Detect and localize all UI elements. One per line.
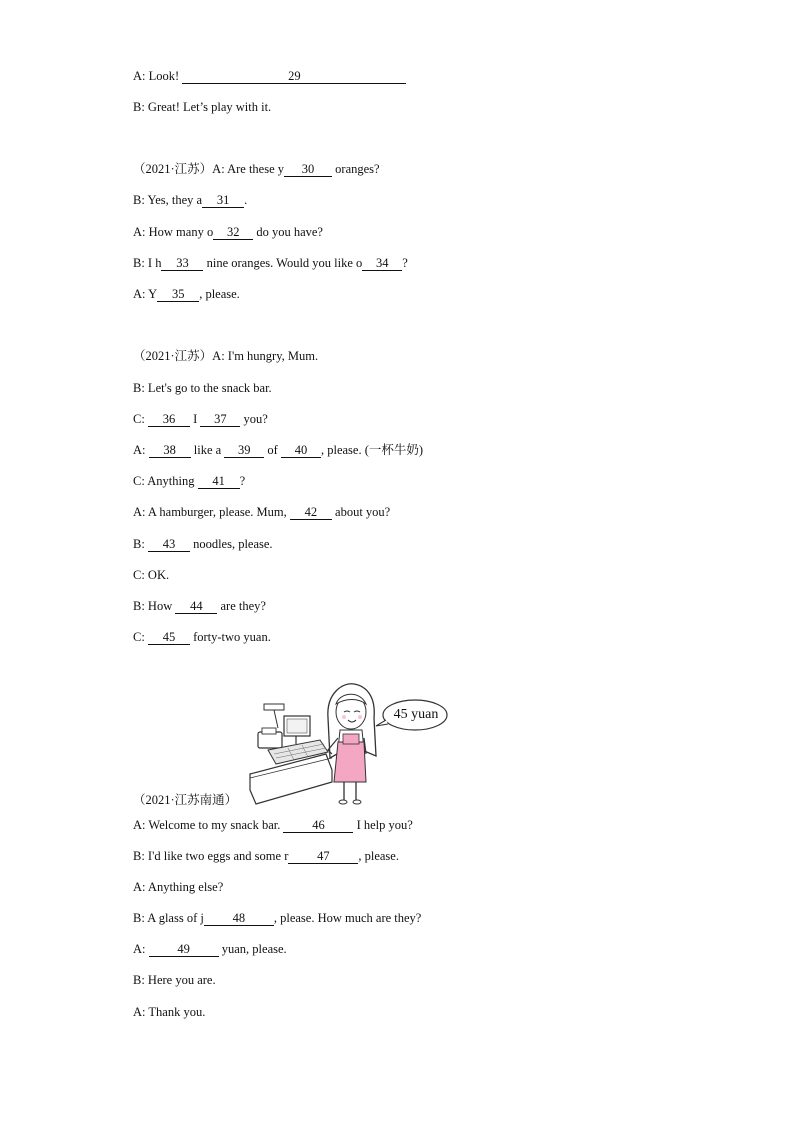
answer-blank[interactable]: [148, 630, 190, 645]
blank-number: 41: [212, 474, 225, 488]
line-text: C:: [133, 630, 148, 644]
line-text: B: Great! Let’s play with it.: [133, 100, 272, 114]
line-text: forty-two yuan.: [189, 630, 271, 644]
cashier-illustration: [248, 678, 448, 808]
blank-number: 36: [162, 412, 176, 426]
line-text: B: How: [133, 599, 176, 613]
dialogue-line: [133, 598, 266, 614]
blank-number: 37: [214, 412, 227, 426]
blank-number: 46: [312, 818, 325, 832]
line-text: B: I'd like two eggs and some r: [133, 849, 289, 863]
line-text: are they?: [217, 599, 266, 613]
blank-number: 47: [317, 849, 330, 863]
answer-blank[interactable]: [175, 599, 217, 614]
answer-blank[interactable]: [149, 942, 219, 957]
dialogue-line: [133, 224, 323, 240]
line-text: nine oranges. Would you like o: [203, 256, 363, 270]
blank-number: 39: [238, 443, 251, 457]
dialogue-line: [133, 255, 408, 271]
line-text: B: I h: [133, 256, 162, 270]
dialogue-line: [133, 536, 273, 552]
line-text: ?: [402, 256, 408, 270]
line-text: about you?: [331, 505, 391, 519]
section-header: [133, 792, 237, 808]
line-text: do you have?: [253, 225, 323, 239]
dialogue-line: [133, 99, 271, 115]
dialogue-line: [133, 411, 268, 427]
line-text: A: Y: [133, 287, 158, 301]
line-text: （2021·江苏）A: Are these y: [133, 162, 285, 176]
answer-blank[interactable]: [200, 412, 240, 427]
blank-number: 34: [376, 256, 389, 270]
line-text: C:: [133, 412, 148, 426]
line-text: I: [189, 412, 201, 426]
line-text: A: Thank you.: [133, 1005, 206, 1019]
blank-number: 40: [294, 443, 308, 457]
blank-number: 38: [163, 443, 176, 457]
line-text: like a: [190, 443, 225, 457]
dialogue-line: [133, 161, 380, 177]
line-text: A: How many o: [133, 225, 214, 239]
dialogue-line: [133, 192, 247, 208]
blank-number: 48: [232, 911, 246, 925]
line-text: A:: [133, 443, 149, 457]
line-text: A: Anything else?: [133, 880, 224, 894]
dialogue-line: [133, 879, 223, 895]
line-text: （2021·江苏南通）: [133, 793, 238, 807]
dialogue-line: [133, 504, 390, 520]
blank-number: 42: [304, 505, 318, 519]
line-text: A: Welcome to my snack bar.: [133, 818, 284, 832]
dialogue-line: [133, 473, 245, 489]
dialogue-line: [133, 380, 272, 396]
dialogue-line: [133, 286, 240, 302]
answer-blank[interactable]: [148, 412, 190, 427]
blank-number: 44: [190, 599, 203, 613]
answer-blank[interactable]: [204, 911, 274, 926]
blank-number: 30: [301, 162, 315, 176]
dialogue-line: [133, 629, 271, 645]
dialogue-line: [133, 68, 406, 84]
line-text: C: OK.: [133, 568, 170, 582]
dialogue-line: [133, 442, 423, 458]
dialogue-line: [133, 848, 399, 864]
line-text: , please.: [199, 287, 240, 301]
answer-blank[interactable]: [149, 443, 191, 458]
blank-number: 32: [226, 225, 240, 239]
line-text: noodles, please.: [189, 537, 273, 551]
dialogue-line: [133, 567, 169, 583]
dialogue-line: [133, 1004, 205, 1020]
blank-number: 49: [177, 942, 190, 956]
line-text: B: Let's go to the snack bar.: [133, 381, 272, 395]
answer-blank[interactable]: [283, 818, 353, 833]
answer-blank[interactable]: [284, 162, 332, 177]
line-text: （2021·江苏）A: I'm hungry, Mum.: [133, 349, 319, 363]
line-text: B: Yes, they a: [133, 193, 203, 207]
line-text: B: Here you are.: [133, 973, 216, 987]
blank-number: 31: [216, 193, 230, 207]
answer-blank[interactable]: [288, 849, 358, 864]
line-text: , please.: [358, 849, 399, 863]
blank-number: 33: [176, 256, 189, 270]
line-text: oranges?: [332, 162, 380, 176]
answer-blank[interactable]: [157, 287, 199, 302]
line-text: A: Look!: [133, 69, 183, 83]
answer-blank[interactable]: [198, 474, 240, 489]
line-text: you?: [240, 412, 268, 426]
answer-blank[interactable]: [224, 443, 264, 458]
line-text: B: A glass of j: [133, 911, 204, 925]
line-text: , please. (一杯牛奶): [320, 443, 424, 457]
line-text: , please. How much are they?: [273, 911, 422, 925]
blank-number: 29: [288, 69, 301, 83]
speech-bubble-text: 45 yuan: [393, 707, 439, 722]
answer-blank[interactable]: [290, 505, 332, 520]
line-text: .: [244, 193, 248, 207]
dialogue-line: [133, 817, 413, 833]
answer-blank[interactable]: [213, 225, 253, 240]
answer-blank[interactable]: [281, 443, 321, 458]
line-text: ?: [239, 474, 246, 488]
answer-blank[interactable]: [148, 537, 190, 552]
answer-blank[interactable]: [182, 69, 406, 84]
cashier-drawing: [248, 678, 448, 808]
answer-blank[interactable]: [202, 193, 244, 208]
dialogue-line: [133, 348, 318, 364]
line-text: of: [264, 443, 281, 457]
blank-number: 43: [162, 537, 176, 551]
dialogue-line: [133, 910, 421, 926]
line-text: C: Anything: [133, 474, 198, 488]
dialogue-line: [133, 941, 287, 957]
line-text: A: A hamburger, please. Mum,: [133, 505, 290, 519]
line-text: I help you?: [353, 818, 413, 832]
answer-blank[interactable]: [161, 256, 203, 271]
answer-blank[interactable]: [362, 256, 402, 271]
blank-number: 45: [162, 630, 176, 644]
line-text: yuan, please.: [218, 942, 287, 956]
blank-number: 35: [171, 287, 185, 301]
line-text: A:: [133, 942, 149, 956]
dialogue-line: [133, 972, 216, 988]
line-text: B:: [133, 537, 148, 551]
